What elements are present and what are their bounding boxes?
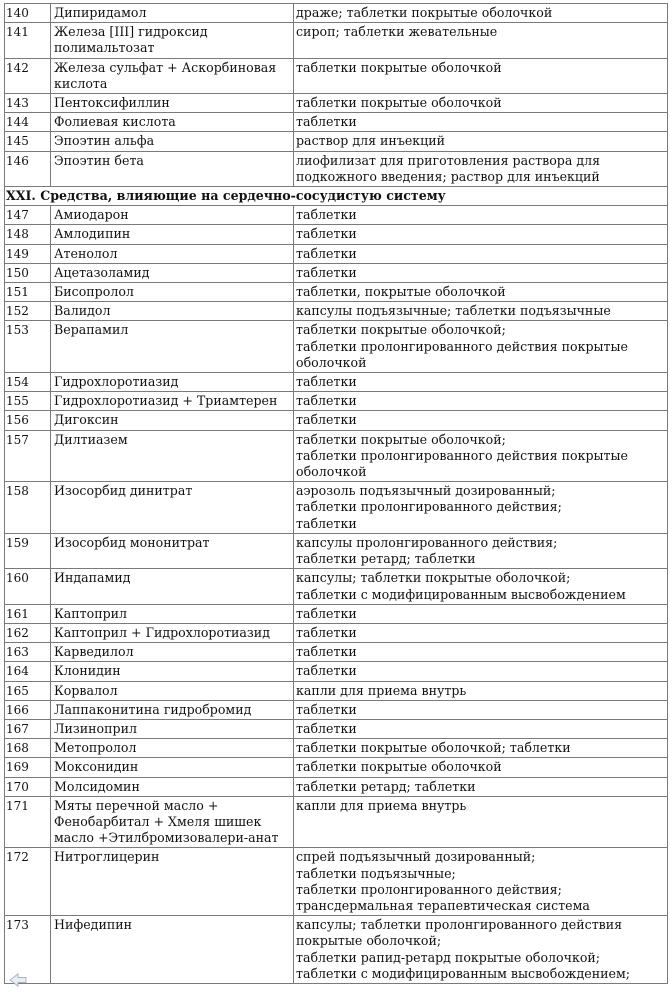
drug-name: Атенолол	[51, 244, 294, 263]
dosage-form: таблетки	[294, 392, 668, 411]
row-number: 140	[5, 4, 51, 23]
dosage-form: таблетки	[294, 206, 668, 225]
table-row	[5, 94, 668, 113]
drug-name: Карведилол	[51, 643, 294, 662]
drug-name: Гидрохлоротиазид	[51, 373, 294, 392]
row-number: 141	[5, 23, 51, 58]
dosage-form: капли для приема внутрь	[294, 796, 668, 848]
table-row	[5, 758, 668, 777]
drug-name: Мяты перечной масло + Фенобарбитал + Хмеля шишек масло +Этилбромизовалери-анат	[51, 796, 294, 848]
table-row	[5, 113, 668, 132]
table-row	[5, 58, 668, 93]
drug-name: Бисопролол	[51, 283, 294, 302]
table-row	[5, 411, 668, 430]
row-number: 149	[5, 244, 51, 263]
drug-name: Дипиридамол	[51, 4, 294, 23]
table-row	[5, 848, 668, 916]
back-arrow-icon[interactable]	[8, 972, 28, 988]
dosage-form: таблетки покрытые оболочкой; таблетки	[294, 739, 668, 758]
dosage-form: лиофилизат для приготовления раствора для подкожного введения; раствор для инъекций	[294, 151, 668, 186]
row-number: 147	[5, 206, 51, 225]
row-number: 145	[5, 132, 51, 151]
row-number: 171	[5, 796, 51, 848]
table-row	[5, 796, 668, 848]
drug-name: Метопролол	[51, 739, 294, 758]
drug-name: Верапамил	[51, 321, 294, 373]
dosage-form: таблетки ретард; таблетки	[294, 777, 668, 796]
table-row	[5, 916, 668, 984]
dosage-form: таблетки	[294, 263, 668, 282]
table-row	[5, 373, 668, 392]
table-row	[5, 302, 668, 321]
drug-name: Амлодипин	[51, 225, 294, 244]
dosage-form: таблетки покрытые оболочкой; таблетки пролонгированного действия покрытые оболочкой	[294, 321, 668, 373]
dosage-form: таблетки покрытые оболочкой; таблетки пролонгированного действия покрытые оболочкой	[294, 430, 668, 482]
dosage-form: аэрозоль подъязычный дозированный; таблетки пролонгированного действия; таблетки	[294, 482, 668, 534]
drug-name: Индапамид	[51, 569, 294, 604]
dosage-form: таблетки	[294, 604, 668, 623]
dosage-form: таблетки, покрытые оболочкой	[294, 283, 668, 302]
drug-name: Ацетазоламид	[51, 263, 294, 282]
row-number: 157	[5, 430, 51, 482]
row-number: 159	[5, 533, 51, 568]
row-number: 142	[5, 58, 51, 93]
row-number: 166	[5, 700, 51, 719]
drug-name: Железа сульфат + Аскорбиновая кислота	[51, 58, 294, 93]
dosage-form: капсулы; таблетки пролонгированного действия покрытые оболочкой; таблетки рапид-ретард покрытые оболочкой; таблетки с модифицированным высвобождением;	[294, 916, 668, 984]
drug-name: Каптоприл + Гидрохлоротиазид	[51, 623, 294, 642]
table-row	[5, 392, 668, 411]
row-number: 172	[5, 848, 51, 916]
drug-name: Корвалол	[51, 681, 294, 700]
table-row	[5, 482, 668, 534]
table-row	[5, 604, 668, 623]
table-row	[5, 569, 668, 604]
table-body-after-section	[5, 206, 668, 984]
section-title: XXI. Средства, влияющие на сердечно-сосудистую систему	[5, 187, 668, 206]
dosage-form: таблетки	[294, 373, 668, 392]
table-row	[5, 4, 668, 23]
row-number: 154	[5, 373, 51, 392]
table-row	[5, 225, 668, 244]
drug-name: Пентоксифиллин	[51, 94, 294, 113]
drug-list-table	[4, 3, 668, 984]
dosage-form: таблетки	[294, 700, 668, 719]
table-row	[5, 132, 668, 151]
row-number: 170	[5, 777, 51, 796]
table-row	[5, 739, 668, 758]
row-number: 155	[5, 392, 51, 411]
dosage-form: драже; таблетки покрытые оболочкой	[294, 4, 668, 23]
table-row	[5, 244, 668, 263]
dosage-form: таблетки	[294, 113, 668, 132]
table-row	[5, 533, 668, 568]
dosage-form: таблетки	[294, 623, 668, 642]
dosage-form: спрей подъязычный дозированный; таблетки подъязычные; таблетки пролонгированного действия; трансдермальная терапевтическая система	[294, 848, 668, 916]
row-number: 153	[5, 321, 51, 373]
drug-name: Лизиноприл	[51, 719, 294, 738]
dosage-form: капсулы; таблетки покрытые оболочкой; таблетки с модифицированным высвобождением	[294, 569, 668, 604]
table-row	[5, 643, 668, 662]
drug-name: Дигоксин	[51, 411, 294, 430]
drug-name: Гидрохлоротиазид + Триамтерен	[51, 392, 294, 411]
row-number: 165	[5, 681, 51, 700]
row-number: 173	[5, 916, 51, 984]
row-number: 144	[5, 113, 51, 132]
table-row	[5, 151, 668, 186]
drug-name: Лаппаконитина гидробромид	[51, 700, 294, 719]
row-number: 167	[5, 719, 51, 738]
row-number: 143	[5, 94, 51, 113]
drug-name: Железа [III] гидроксид полимальтозат	[51, 23, 294, 58]
row-number: 146	[5, 151, 51, 186]
drug-name: Фолиевая кислота	[51, 113, 294, 132]
dosage-form: таблетки покрытые оболочкой	[294, 94, 668, 113]
row-number: 168	[5, 739, 51, 758]
drug-name: Молсидомин	[51, 777, 294, 796]
drug-name: Моксонидин	[51, 758, 294, 777]
table-row	[5, 321, 668, 373]
section-header-row	[5, 187, 668, 206]
table-row	[5, 206, 668, 225]
dosage-form: таблетки	[294, 662, 668, 681]
table-row	[5, 430, 668, 482]
dosage-form: таблетки	[294, 244, 668, 263]
dosage-form: капсулы подъязычные; таблетки подъязычные	[294, 302, 668, 321]
dosage-form: таблетки	[294, 225, 668, 244]
row-number: 158	[5, 482, 51, 534]
drug-name: Эпоэтин альфа	[51, 132, 294, 151]
row-number: 148	[5, 225, 51, 244]
drug-name: Дилтиазем	[51, 430, 294, 482]
dosage-form: таблетки покрытые оболочкой	[294, 58, 668, 93]
table-body-before-section	[5, 4, 668, 187]
drug-name: Нитроглицерин	[51, 848, 294, 916]
table-row	[5, 23, 668, 58]
row-number: 163	[5, 643, 51, 662]
dosage-form: капли для приема внутрь	[294, 681, 668, 700]
row-number: 164	[5, 662, 51, 681]
drug-name: Нифедипин	[51, 916, 294, 984]
table-row	[5, 681, 668, 700]
drug-name: Амиодарон	[51, 206, 294, 225]
table-row	[5, 662, 668, 681]
drug-name: Изосорбид мононитрат	[51, 533, 294, 568]
table-row	[5, 777, 668, 796]
dosage-form: таблетки	[294, 719, 668, 738]
row-number: 151	[5, 283, 51, 302]
drug-name: Каптоприл	[51, 604, 294, 623]
row-number: 162	[5, 623, 51, 642]
row-number: 169	[5, 758, 51, 777]
dosage-form: капсулы пролонгированного действия; таблетки ретард; таблетки	[294, 533, 668, 568]
dosage-form: таблетки	[294, 643, 668, 662]
row-number: 150	[5, 263, 51, 282]
row-number: 152	[5, 302, 51, 321]
drug-name: Изосорбид динитрат	[51, 482, 294, 534]
row-number: 156	[5, 411, 51, 430]
row-number: 161	[5, 604, 51, 623]
dosage-form: таблетки покрытые оболочкой	[294, 758, 668, 777]
drug-name: Клонидин	[51, 662, 294, 681]
table-row	[5, 283, 668, 302]
drug-name: Эпоэтин бета	[51, 151, 294, 186]
dosage-form: сироп; таблетки жевательные	[294, 23, 668, 58]
table-row	[5, 700, 668, 719]
dosage-form: раствор для инъекций	[294, 132, 668, 151]
row-number: 160	[5, 569, 51, 604]
dosage-form: таблетки	[294, 411, 668, 430]
table-row	[5, 263, 668, 282]
table-row	[5, 719, 668, 738]
drug-name: Валидол	[51, 302, 294, 321]
table-row	[5, 623, 668, 642]
